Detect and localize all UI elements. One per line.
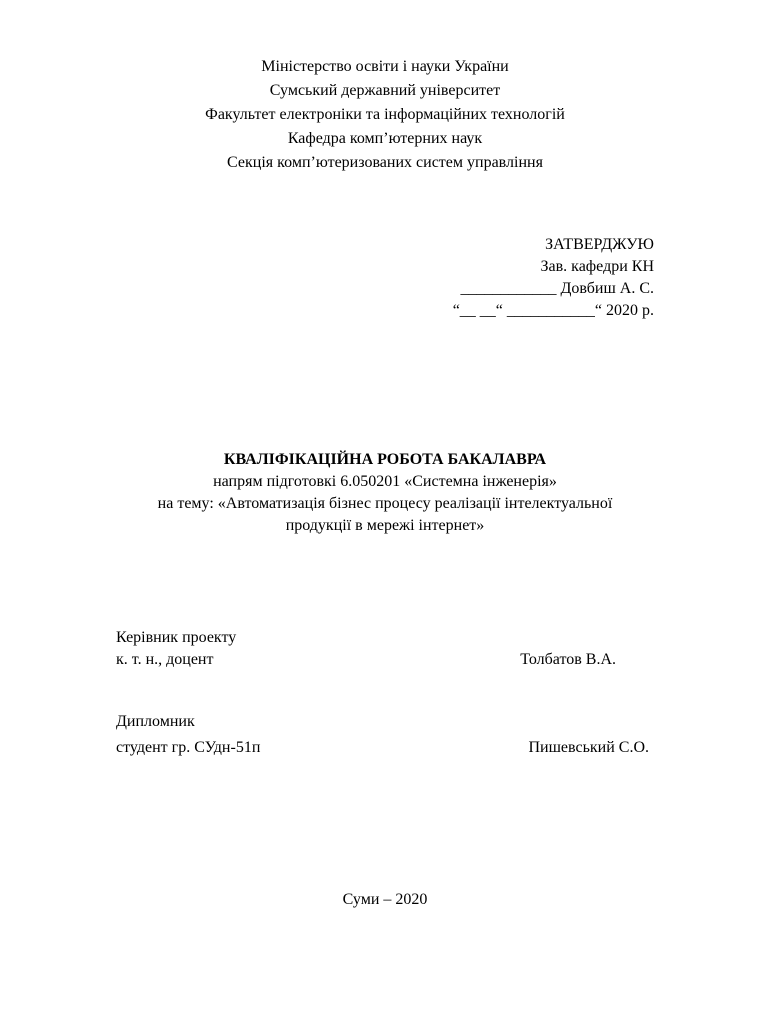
thesis-title-block [0,449,770,537]
section-line: Секція комп’ютеризованих систем управління [227,154,543,171]
document-title: КВАЛІФІКАЦІЙНА РОБОТА БАКАЛАВРА [223,451,547,468]
student-label: Дипломник [116,713,195,730]
faculty-line: Факультет електроніки та інформаційних технологій [205,106,565,123]
topic-line-2: продукції в мережі інтернет» [285,517,485,534]
approval-role: Зав. кафедри КН [540,258,654,275]
supervisor-row [116,649,656,671]
supervisor-block [116,627,656,671]
supervisor-position: к. т. н., доцент [116,651,214,668]
ministry-line: Міністерство освіти і науки України [261,58,509,75]
topic-line-1: на тему: «Автоматизація бізнес процесу реалізації інтелектуальної [157,495,613,512]
department-line: Кафедра комп’ютерних наук [287,130,483,147]
city-year: Суми – 2020 [342,891,428,908]
university-line: Сумський державний університет [269,82,501,99]
supervisor-name: Толбатов В.А. [520,651,616,668]
student-group: студент гр. СУдн-51п [116,739,261,756]
student-block [116,711,656,759]
specialty-line: напрям підготовкі 6.050201 «Системна інженерія» [213,473,557,490]
institution-header [0,55,770,175]
approval-signature-line: ____________ Довбиш А. С. [460,280,654,297]
student-name: Пишевський С.О. [528,739,649,756]
approval-heading: ЗАТВЕРДЖУЮ [545,236,654,253]
approval-date-line: “__ __“ ___________“ 2020 р. [452,302,654,319]
student-row [116,737,656,759]
approval-block [453,234,654,322]
supervisor-label: Керівник проекту [116,629,237,646]
